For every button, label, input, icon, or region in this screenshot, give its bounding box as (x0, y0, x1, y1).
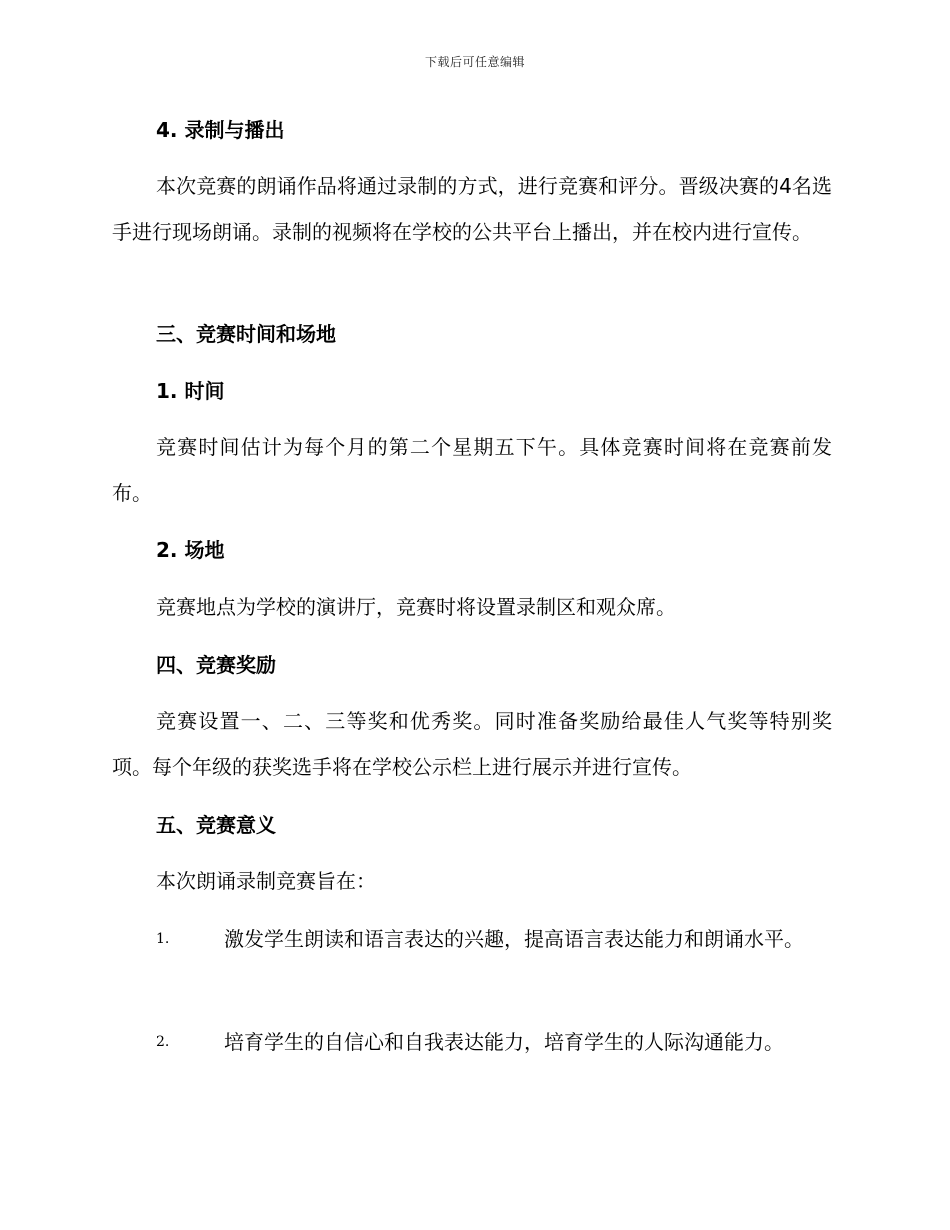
paragraph-place: 竞赛地点为学校的演讲厅，竞赛时将设置录制区和观众席。 (156, 595, 676, 619)
list-item-text: 激发学生朗读和语言表达的兴趣，提高语言表达能力和朗诵水平。 (224, 927, 804, 951)
list-item-number: 1. (156, 931, 170, 947)
paragraph-recording: 本次竞赛的朗诵作品将通过录制的方式，进行竞赛和评分。晋级决赛的4名选手进行现场朗诵。录制的视频将在学校的公共平台上播出，并在校内进行宣传。 (112, 174, 832, 244)
list-item (112, 916, 832, 962)
paragraph-time: 竞赛时间估计为每个月的第二个星期五下午。具体竞赛时间将在竞赛前发布。 (112, 435, 832, 505)
heading-awards: 四、竞赛奖励 (156, 653, 276, 677)
list-item-number: 2. (156, 1034, 170, 1050)
heading-time: 1. 时间 (156, 379, 225, 403)
paragraph-awards: 竞赛设置一、二、三等奖和优秀奖。同时准备奖励给最佳人气奖等特别奖项。每个年级的获奖选手将在学校公示栏上进行展示并进行宣传。 (112, 709, 832, 779)
heading-time-place: 三、竞赛时间和场地 (156, 322, 336, 346)
heading-recording: 4. 录制与播出 (156, 118, 285, 142)
list-item (112, 1019, 832, 1065)
paragraph-significance-intro: 本次朗诵录制竞赛旨在： (156, 869, 376, 893)
heading-place: 2. 场地 (156, 538, 225, 562)
list-item-text: 培育学生的自信心和自我表达能力，培育学生的人际沟通能力。 (224, 1030, 784, 1054)
page-header-note: 下载后可任意编辑 (424, 55, 525, 69)
heading-significance: 五、竞赛意义 (156, 813, 276, 837)
